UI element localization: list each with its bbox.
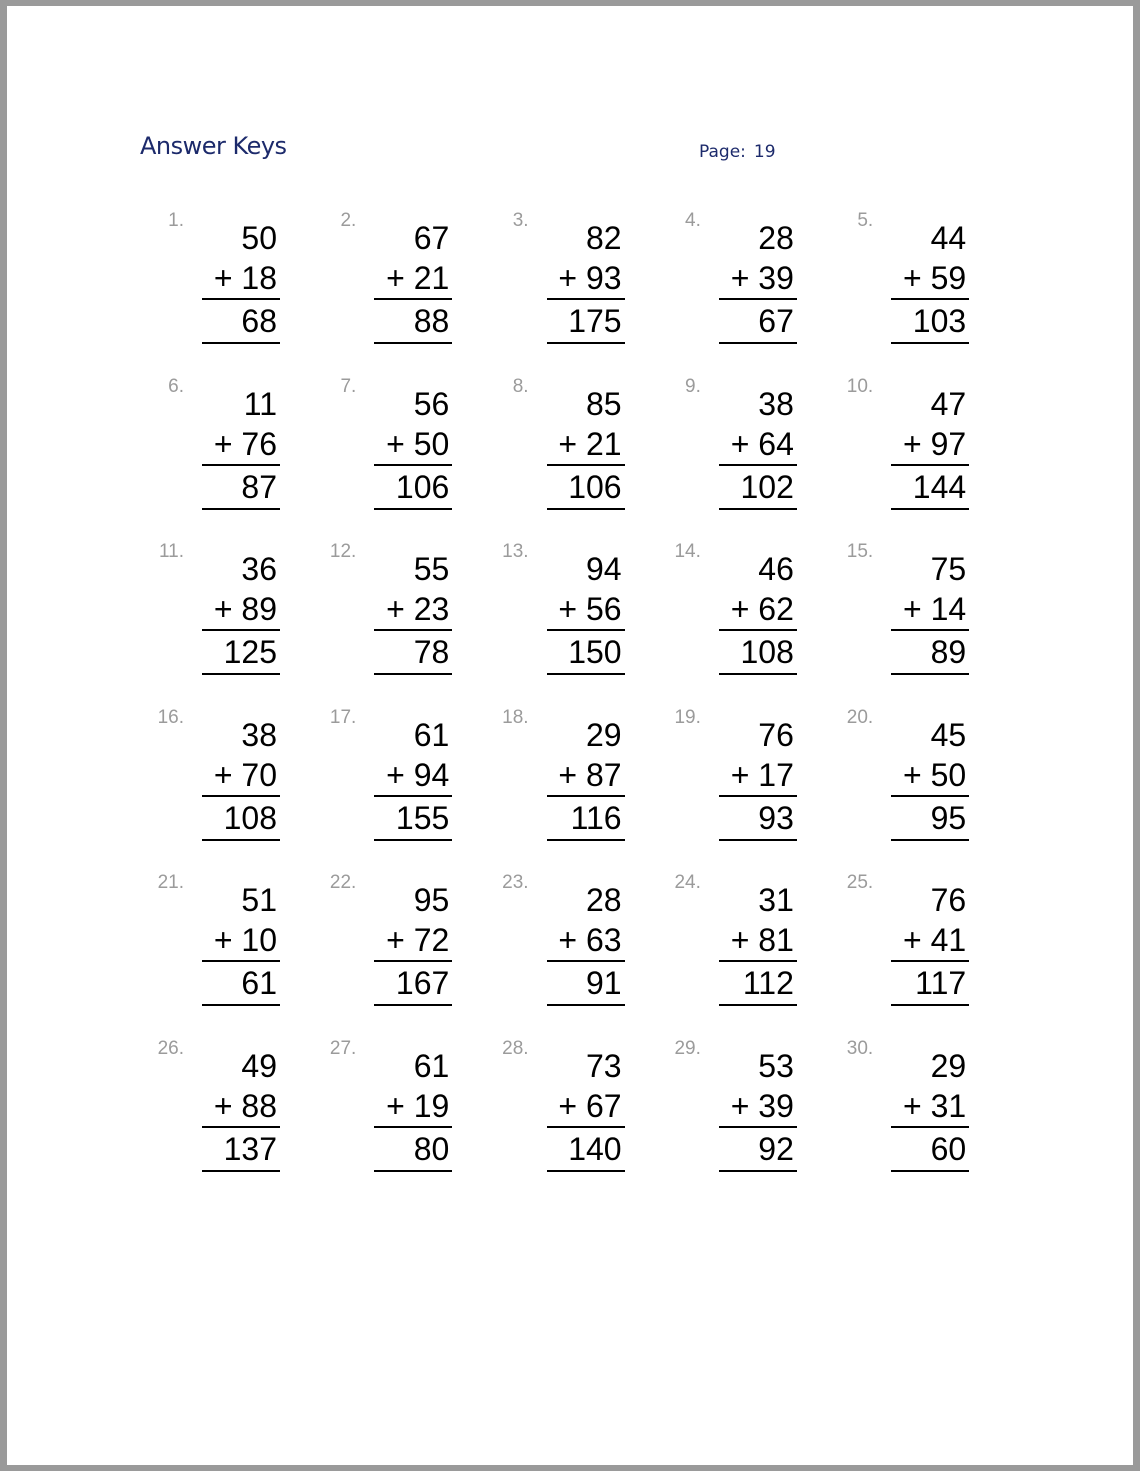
plus-sign: +: [730, 425, 759, 462]
sum-answer: 167: [395, 965, 450, 1002]
addition-problem: [340, 375, 452, 510]
plus-sign: +: [386, 260, 414, 296]
plus-sign: +: [730, 1088, 759, 1124]
bottom-rule: [547, 1170, 625, 1172]
second-addend-value: 39: [758, 260, 794, 296]
second-addend: [547, 755, 625, 795]
sum-answer: 116: [570, 799, 622, 836]
first-addend: 67: [413, 220, 450, 256]
sum-answer: 92: [758, 1131, 794, 1167]
bottom-rule: [374, 508, 452, 510]
first-addend: 85: [586, 385, 622, 422]
sum-answer: 60: [930, 1131, 967, 1167]
sum-answer: 140: [568, 1131, 622, 1167]
plus-sign: +: [558, 1088, 586, 1124]
problem-number: 10.: [846, 375, 874, 397]
plus-sign: +: [386, 756, 414, 793]
second-addend-value: 62: [758, 591, 794, 628]
problem-number: 12.: [329, 541, 357, 563]
first-addend: 95: [413, 882, 450, 919]
sum-answer: 89: [930, 634, 967, 671]
problem-number: 22.: [329, 872, 357, 894]
second-addend: [202, 589, 280, 629]
bottom-rule: [891, 1170, 969, 1172]
addition-problem: [502, 872, 625, 1006]
sum-answer: 87: [241, 468, 277, 505]
problem-number: 8.: [512, 375, 529, 397]
plus-sign: +: [903, 756, 931, 793]
plus-sign: +: [558, 922, 586, 959]
sum-answer: 93: [758, 799, 794, 836]
page-title: Answer Keys: [140, 132, 287, 160]
first-addend: 55: [413, 551, 450, 588]
bottom-rule: [202, 1170, 280, 1172]
addition-problem: [857, 210, 969, 344]
second-addend: [719, 755, 797, 795]
second-addend-value: 63: [586, 922, 622, 959]
sum-answer: 103: [912, 303, 967, 339]
second-addend-value: 39: [758, 1088, 794, 1124]
first-addend: 51: [241, 882, 277, 919]
problem-number: 7.: [340, 375, 357, 397]
second-addend: [891, 424, 969, 464]
addition-problem: [674, 872, 797, 1006]
addition-problem: [329, 872, 452, 1006]
sum-answer: 88: [413, 303, 450, 339]
plus-sign: +: [730, 756, 759, 793]
sum-answer: 108: [223, 799, 277, 836]
bottom-rule: [374, 673, 452, 675]
second-addend-value: 23: [413, 591, 450, 628]
problem-number: 1.: [168, 210, 184, 231]
second-addend-value: 41: [930, 922, 967, 959]
addition-problem: [157, 1038, 280, 1172]
second-addend: [891, 258, 969, 298]
problem-number: 13.: [502, 541, 529, 563]
plus-sign: +: [730, 591, 759, 628]
first-addend: 47: [930, 385, 967, 422]
bottom-rule: [719, 673, 797, 675]
addition-problem: [674, 706, 797, 841]
first-addend: 28: [586, 882, 622, 919]
sum-answer: 91: [586, 965, 622, 1002]
bottom-rule: [719, 342, 797, 344]
bottom-rule: [202, 508, 280, 510]
sum-answer: 95: [930, 799, 967, 836]
second-addend-value: 21: [413, 260, 450, 296]
first-addend: 29: [930, 1048, 967, 1084]
sum-answer: 175: [568, 303, 622, 339]
addition-problem: [502, 706, 625, 841]
addition-problem: [674, 1038, 797, 1172]
first-addend: 94: [586, 551, 622, 588]
second-addend: [547, 920, 625, 960]
first-addend: 49: [241, 1048, 277, 1084]
problem-number: 14.: [674, 541, 701, 563]
first-addend: 76: [930, 882, 967, 919]
addition-problem: [674, 541, 797, 675]
bottom-rule: [202, 673, 280, 675]
first-addend: 56: [413, 385, 450, 422]
problem-number: 6.: [168, 375, 184, 397]
sum-answer: 80: [413, 1131, 450, 1167]
second-addend-value: 93: [586, 260, 622, 296]
problem-number: 29.: [674, 1038, 701, 1059]
worksheet-page: [7, 6, 1133, 1465]
bottom-rule: [891, 839, 969, 841]
problem-number: 27.: [329, 1038, 357, 1059]
plus-sign: +: [213, 425, 242, 462]
first-addend: 61: [413, 716, 450, 753]
addition-problem: [846, 375, 969, 510]
second-addend-value: 19: [413, 1088, 450, 1124]
plus-sign: +: [903, 591, 931, 628]
second-addend: [374, 755, 452, 795]
first-addend: 76: [758, 716, 794, 753]
problem-number: 4.: [685, 210, 701, 231]
first-addend: 45: [930, 716, 967, 753]
second-addend: [202, 258, 280, 298]
plus-sign: +: [558, 425, 586, 462]
second-addend: [374, 920, 452, 960]
second-addend: [547, 424, 625, 464]
plus-sign: +: [386, 591, 414, 628]
sum-answer: 112: [742, 965, 794, 1002]
second-addend: [891, 920, 969, 960]
second-addend: [202, 755, 280, 795]
sum-answer: 125: [223, 634, 277, 671]
second-addend: [202, 1086, 280, 1126]
second-addend: [547, 258, 625, 298]
addition-problem: [685, 210, 797, 344]
plus-sign: +: [213, 1088, 242, 1124]
addition-problem: [329, 1038, 452, 1172]
bottom-rule: [202, 1004, 280, 1006]
first-addend: 82: [586, 220, 622, 256]
problem-number: 21.: [157, 872, 184, 894]
second-addend: [547, 589, 625, 629]
second-addend-value: 81: [758, 922, 794, 959]
second-addend-value: 14: [930, 591, 967, 628]
second-addend-value: 50: [930, 756, 967, 793]
first-addend: 61: [413, 1048, 450, 1084]
problem-number: 15.: [846, 541, 874, 563]
sum-answer: 117: [915, 965, 967, 1002]
bottom-rule: [719, 508, 797, 510]
bottom-rule: [202, 839, 280, 841]
second-addend: [374, 1086, 452, 1126]
problem-number: 30.: [846, 1038, 874, 1059]
bottom-rule: [719, 839, 797, 841]
second-addend-value: 56: [586, 591, 622, 628]
second-addend: [374, 424, 452, 464]
first-addend: 36: [241, 551, 277, 588]
sum-answer: 137: [223, 1131, 277, 1167]
sum-answer: 68: [241, 303, 277, 339]
addition-problem: [846, 706, 969, 841]
second-addend-value: 18: [241, 260, 277, 296]
sum-answer: 106: [568, 468, 622, 505]
plus-sign: +: [213, 922, 242, 959]
second-addend: [891, 589, 969, 629]
problem-number: 19.: [674, 706, 701, 728]
first-addend: 28: [758, 220, 794, 256]
second-addend-value: 72: [413, 922, 450, 959]
plus-sign: +: [730, 922, 759, 959]
addition-problem: [502, 1038, 625, 1172]
second-addend: [719, 589, 797, 629]
first-addend: 50: [241, 220, 277, 256]
plus-sign: +: [903, 425, 931, 462]
plus-sign: +: [903, 260, 931, 296]
addition-problem: [158, 541, 280, 675]
sum-answer: 106: [395, 468, 450, 505]
second-addend-value: 31: [930, 1088, 967, 1124]
plus-sign: +: [213, 756, 242, 793]
problem-number: 23.: [502, 872, 529, 894]
bottom-rule: [891, 508, 969, 510]
plus-sign: +: [386, 922, 414, 959]
second-addend-value: 64: [758, 425, 794, 462]
bottom-rule: [374, 839, 452, 841]
problem-number: 5.: [857, 210, 874, 231]
bottom-rule: [374, 342, 452, 344]
sum-answer: 61: [241, 965, 277, 1002]
second-addend: [202, 424, 280, 464]
second-addend-value: 17: [758, 756, 794, 793]
plus-sign: +: [213, 591, 242, 628]
second-addend: [719, 1086, 797, 1126]
bottom-rule: [891, 673, 969, 675]
problem-number: 18.: [502, 706, 529, 728]
sum-answer: 144: [912, 468, 967, 505]
second-addend-value: 59: [930, 260, 967, 296]
addition-problem: [157, 706, 280, 841]
problem-number: 11.: [158, 541, 184, 563]
plus-sign: +: [558, 591, 586, 628]
second-addend-value: 88: [241, 1088, 277, 1124]
problem-number: 2.: [340, 210, 357, 231]
addition-problem: [512, 375, 625, 510]
addition-problem: [168, 375, 280, 510]
second-addend: [891, 755, 969, 795]
first-addend: 38: [241, 716, 277, 753]
page-label: Page:: [699, 142, 746, 162]
page-number-label: [699, 142, 776, 162]
bottom-rule: [202, 342, 280, 344]
addition-problem: [685, 375, 797, 510]
sum-answer: 102: [740, 468, 794, 505]
first-addend: 73: [586, 1048, 622, 1084]
sum-answer: 150: [568, 634, 622, 671]
bottom-rule: [547, 1004, 625, 1006]
plus-sign: +: [903, 922, 931, 959]
problem-number: 9.: [685, 375, 701, 397]
sum-answer: 67: [758, 303, 794, 339]
second-addend: [374, 589, 452, 629]
first-addend: 75: [930, 551, 967, 588]
sum-answer: 108: [740, 634, 794, 671]
addition-problem: [846, 872, 969, 1006]
bottom-rule: [547, 673, 625, 675]
problem-number: 3.: [512, 210, 529, 231]
second-addend: [374, 258, 452, 298]
bottom-rule: [547, 839, 625, 841]
bottom-rule: [891, 1004, 969, 1006]
second-addend: [719, 258, 797, 298]
problem-number: 25.: [846, 872, 874, 894]
plus-sign: +: [558, 756, 586, 793]
addition-problem: [340, 210, 452, 344]
first-addend: 29: [586, 716, 622, 753]
plus-sign: +: [903, 1088, 931, 1124]
problem-number: 16.: [157, 706, 184, 728]
first-addend: 46: [758, 551, 794, 588]
first-addend: 31: [758, 882, 794, 919]
second-addend-value: 87: [586, 756, 622, 793]
sum-answer: 78: [413, 634, 450, 671]
first-addend: 11: [243, 385, 277, 422]
addition-problem: [329, 706, 452, 841]
addition-problem: [502, 541, 625, 675]
addition-problem: [168, 210, 280, 344]
addition-problem: [329, 541, 452, 675]
plus-sign: +: [558, 260, 586, 296]
second-addend-value: 97: [930, 425, 967, 462]
plus-sign: +: [213, 260, 242, 296]
addition-problem: [512, 210, 625, 344]
problem-number: 26.: [157, 1038, 184, 1059]
bottom-rule: [547, 508, 625, 510]
second-addend: [547, 1086, 625, 1126]
plus-sign: +: [730, 260, 759, 296]
addition-problem: [157, 872, 280, 1006]
second-addend: [891, 1086, 969, 1126]
second-addend: [719, 424, 797, 464]
plus-sign: +: [386, 425, 414, 462]
bottom-rule: [374, 1004, 452, 1006]
second-addend: [719, 920, 797, 960]
problem-number: 28.: [502, 1038, 529, 1059]
first-addend: 38: [758, 385, 794, 422]
plus-sign: +: [386, 1088, 414, 1124]
second-addend-value: 67: [586, 1088, 622, 1124]
page-number: 19: [753, 142, 776, 162]
second-addend-value: 76: [241, 425, 277, 462]
addition-problem: [846, 1038, 969, 1172]
first-addend: 44: [930, 220, 967, 256]
second-addend-value: 10: [241, 922, 277, 959]
bottom-rule: [374, 1170, 452, 1172]
second-addend: [202, 920, 280, 960]
problem-number: 20.: [846, 706, 874, 728]
bottom-rule: [547, 342, 625, 344]
second-addend-value: 94: [413, 756, 450, 793]
bottom-rule: [719, 1170, 797, 1172]
first-addend: 53: [758, 1048, 794, 1084]
second-addend-value: 70: [241, 756, 277, 793]
problem-number: 24.: [674, 872, 701, 894]
second-addend-value: 21: [586, 425, 622, 462]
bottom-rule: [891, 342, 969, 344]
addition-problem: [846, 541, 969, 675]
second-addend-value: 89: [241, 591, 277, 628]
problem-number: 17.: [329, 706, 357, 728]
second-addend-value: 50: [413, 425, 450, 462]
sum-answer: 155: [395, 799, 450, 836]
bottom-rule: [719, 1004, 797, 1006]
